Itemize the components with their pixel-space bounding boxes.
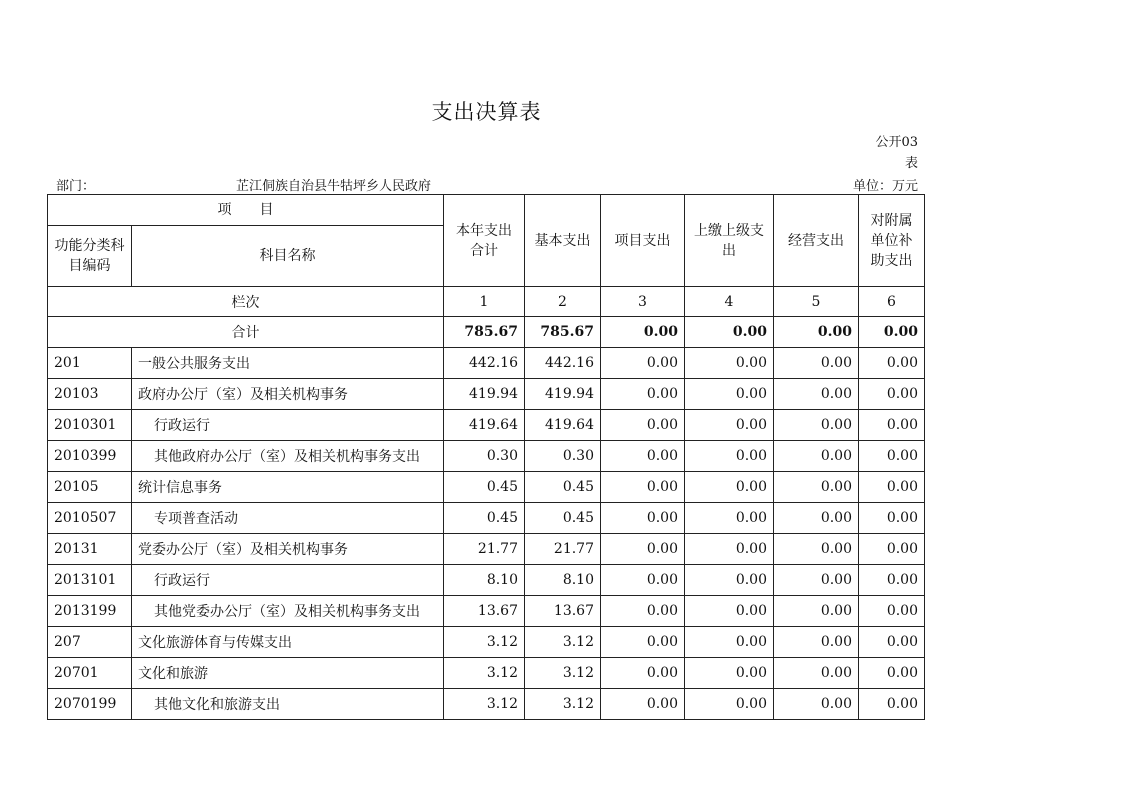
row-value: 0.00 — [601, 689, 685, 720]
header-col-5: 经营支出 — [774, 195, 859, 287]
row-name: 文化旅游体育与传媒支出 — [132, 627, 444, 658]
row-code: 2013101 — [48, 565, 132, 596]
row-value: 0.00 — [774, 379, 859, 410]
row-value: 0.00 — [685, 503, 774, 534]
row-value: 0.00 — [601, 565, 685, 596]
department-label: 部门： — [56, 179, 96, 194]
row-value: 419.64 — [444, 410, 525, 441]
row-value: 0.00 — [601, 379, 685, 410]
row-value: 0.45 — [444, 503, 525, 534]
header-name: 科目名称 — [132, 226, 444, 287]
row-value: 0.00 — [601, 503, 685, 534]
report-title: 支出决算表 — [431, 100, 542, 124]
row-value: 0.45 — [444, 472, 525, 503]
row-code: 2013199 — [48, 596, 132, 627]
row-value: 3.12 — [444, 658, 525, 689]
table-row — [48, 410, 925, 441]
row-value: 0.00 — [859, 379, 925, 410]
row-value: 0.00 — [774, 441, 859, 472]
row-value: 0.00 — [685, 596, 774, 627]
total-value: 785.67 — [444, 317, 525, 348]
column-number: 2 — [525, 287, 601, 317]
row-value: 21.77 — [525, 534, 601, 565]
report-code-line1: 公开03 — [875, 135, 918, 150]
row-code: 20701 — [48, 658, 132, 689]
row-value: 442.16 — [444, 348, 525, 379]
row-code: 20103 — [48, 379, 132, 410]
row-value: 8.10 — [525, 565, 601, 596]
row-value: 0.00 — [859, 627, 925, 658]
row-code: 20105 — [48, 472, 132, 503]
row-value: 419.64 — [525, 410, 601, 441]
row-value: 0.00 — [859, 658, 925, 689]
row-value: 0.00 — [774, 503, 859, 534]
row-value: 0.00 — [774, 658, 859, 689]
table-row — [48, 441, 925, 472]
row-value: 0.00 — [685, 441, 774, 472]
row-value: 0.00 — [859, 410, 925, 441]
header-col-1: 本年支出合计 — [444, 195, 525, 287]
row-value: 0.00 — [601, 658, 685, 689]
row-value: 0.00 — [685, 689, 774, 720]
row-value: 0.00 — [685, 379, 774, 410]
row-code: 207 — [48, 627, 132, 658]
table-row — [48, 565, 925, 596]
row-value: 13.67 — [525, 596, 601, 627]
row-value: 0.00 — [859, 441, 925, 472]
row-code: 2010399 — [48, 441, 132, 472]
row-value: 0.00 — [685, 348, 774, 379]
column-number: 3 — [601, 287, 685, 317]
table-row — [48, 379, 925, 410]
row-code: 2070199 — [48, 689, 132, 720]
total-value: 0.00 — [685, 317, 774, 348]
row-value: 0.00 — [601, 534, 685, 565]
header-code: 功能分类科目编码 — [48, 226, 132, 287]
row-value: 3.12 — [444, 689, 525, 720]
row-value: 3.12 — [525, 658, 601, 689]
row-value: 0.00 — [859, 348, 925, 379]
table-row — [48, 348, 925, 379]
column-number-row — [48, 287, 925, 317]
row-value: 0.00 — [601, 348, 685, 379]
row-value: 0.00 — [685, 658, 774, 689]
row-value: 0.00 — [859, 503, 925, 534]
row-value: 0.30 — [525, 441, 601, 472]
column-number: 4 — [685, 287, 774, 317]
row-code: 2010507 — [48, 503, 132, 534]
total-value: 785.67 — [525, 317, 601, 348]
table-row — [48, 503, 925, 534]
report-code — [860, 132, 918, 174]
row-code: 201 — [48, 348, 132, 379]
row-value: 0.00 — [859, 689, 925, 720]
row-value: 0.45 — [525, 472, 601, 503]
row-value: 0.00 — [774, 348, 859, 379]
row-name: 政府办公厅（室）及相关机构事务 — [132, 379, 444, 410]
row-value: 442.16 — [525, 348, 601, 379]
table-row — [48, 627, 925, 658]
row-name: 行政运行 — [132, 410, 444, 441]
row-name: 专项普查活动 — [132, 503, 444, 534]
row-value: 0.00 — [859, 565, 925, 596]
table-row — [48, 472, 925, 503]
header-row-1 — [48, 195, 925, 226]
header-item: 项 目 — [48, 195, 444, 226]
row-value: 3.12 — [525, 689, 601, 720]
row-value: 0.00 — [774, 689, 859, 720]
row-name: 一般公共服务支出 — [132, 348, 444, 379]
table-row — [48, 689, 925, 720]
row-name: 其他文化和旅游支出 — [132, 689, 444, 720]
row-value: 0.45 — [525, 503, 601, 534]
column-number: 1 — [444, 287, 525, 317]
row-value: 0.00 — [601, 472, 685, 503]
row-value: 0.00 — [774, 565, 859, 596]
total-row — [48, 317, 925, 348]
total-value: 0.00 — [774, 317, 859, 348]
row-code: 20131 — [48, 534, 132, 565]
row-code: 2010301 — [48, 410, 132, 441]
row-value: 0.00 — [685, 534, 774, 565]
column-number: 6 — [859, 287, 925, 317]
row-value: 0.00 — [601, 596, 685, 627]
row-name: 统计信息事务 — [132, 472, 444, 503]
total-value: 0.00 — [601, 317, 685, 348]
row-value: 0.00 — [859, 596, 925, 627]
row-value: 0.30 — [444, 441, 525, 472]
department-value: 芷江侗族自治县牛牯坪乡人民政府 — [236, 179, 432, 194]
row-value: 0.00 — [601, 410, 685, 441]
header-col-2: 基本支出 — [525, 195, 601, 287]
table-row — [48, 534, 925, 565]
row-value: 0.00 — [685, 565, 774, 596]
header-col-3: 项目支出 — [601, 195, 685, 287]
unit-label: 单位：万元 — [852, 179, 918, 194]
row-value: 21.77 — [444, 534, 525, 565]
expenditure-table — [47, 194, 925, 720]
row-value: 0.00 — [774, 472, 859, 503]
row-value: 0.00 — [774, 410, 859, 441]
row-value: 0.00 — [774, 627, 859, 658]
row-value: 3.12 — [444, 627, 525, 658]
table-row — [48, 658, 925, 689]
table-row — [48, 596, 925, 627]
row-value: 0.00 — [774, 534, 859, 565]
row-name: 其他政府办公厅（室）及相关机构事务支出 — [132, 441, 444, 472]
row-value: 419.94 — [444, 379, 525, 410]
column-number-label: 栏次 — [48, 287, 444, 317]
row-value: 419.94 — [525, 379, 601, 410]
row-value: 0.00 — [859, 534, 925, 565]
total-value: 0.00 — [859, 317, 925, 348]
row-value: 0.00 — [601, 627, 685, 658]
row-value: 0.00 — [685, 627, 774, 658]
row-value: 3.12 — [525, 627, 601, 658]
row-name: 文化和旅游 — [132, 658, 444, 689]
row-value: 13.67 — [444, 596, 525, 627]
row-value: 8.10 — [444, 565, 525, 596]
total-label: 合计 — [48, 317, 444, 348]
row-name: 党委办公厅（室）及相关机构事务 — [132, 534, 444, 565]
column-number: 5 — [774, 287, 859, 317]
row-value: 0.00 — [774, 596, 859, 627]
row-value: 0.00 — [601, 441, 685, 472]
row-value: 0.00 — [685, 472, 774, 503]
report-code-line2: 表 — [904, 156, 918, 171]
row-name: 其他党委办公厅（室）及相关机构事务支出 — [132, 596, 444, 627]
row-value: 0.00 — [685, 410, 774, 441]
header-col-4: 上缴上级支出 — [685, 195, 774, 287]
row-name: 行政运行 — [132, 565, 444, 596]
header-col-6: 对附属单位补助支出 — [859, 195, 925, 287]
row-value: 0.00 — [859, 472, 925, 503]
